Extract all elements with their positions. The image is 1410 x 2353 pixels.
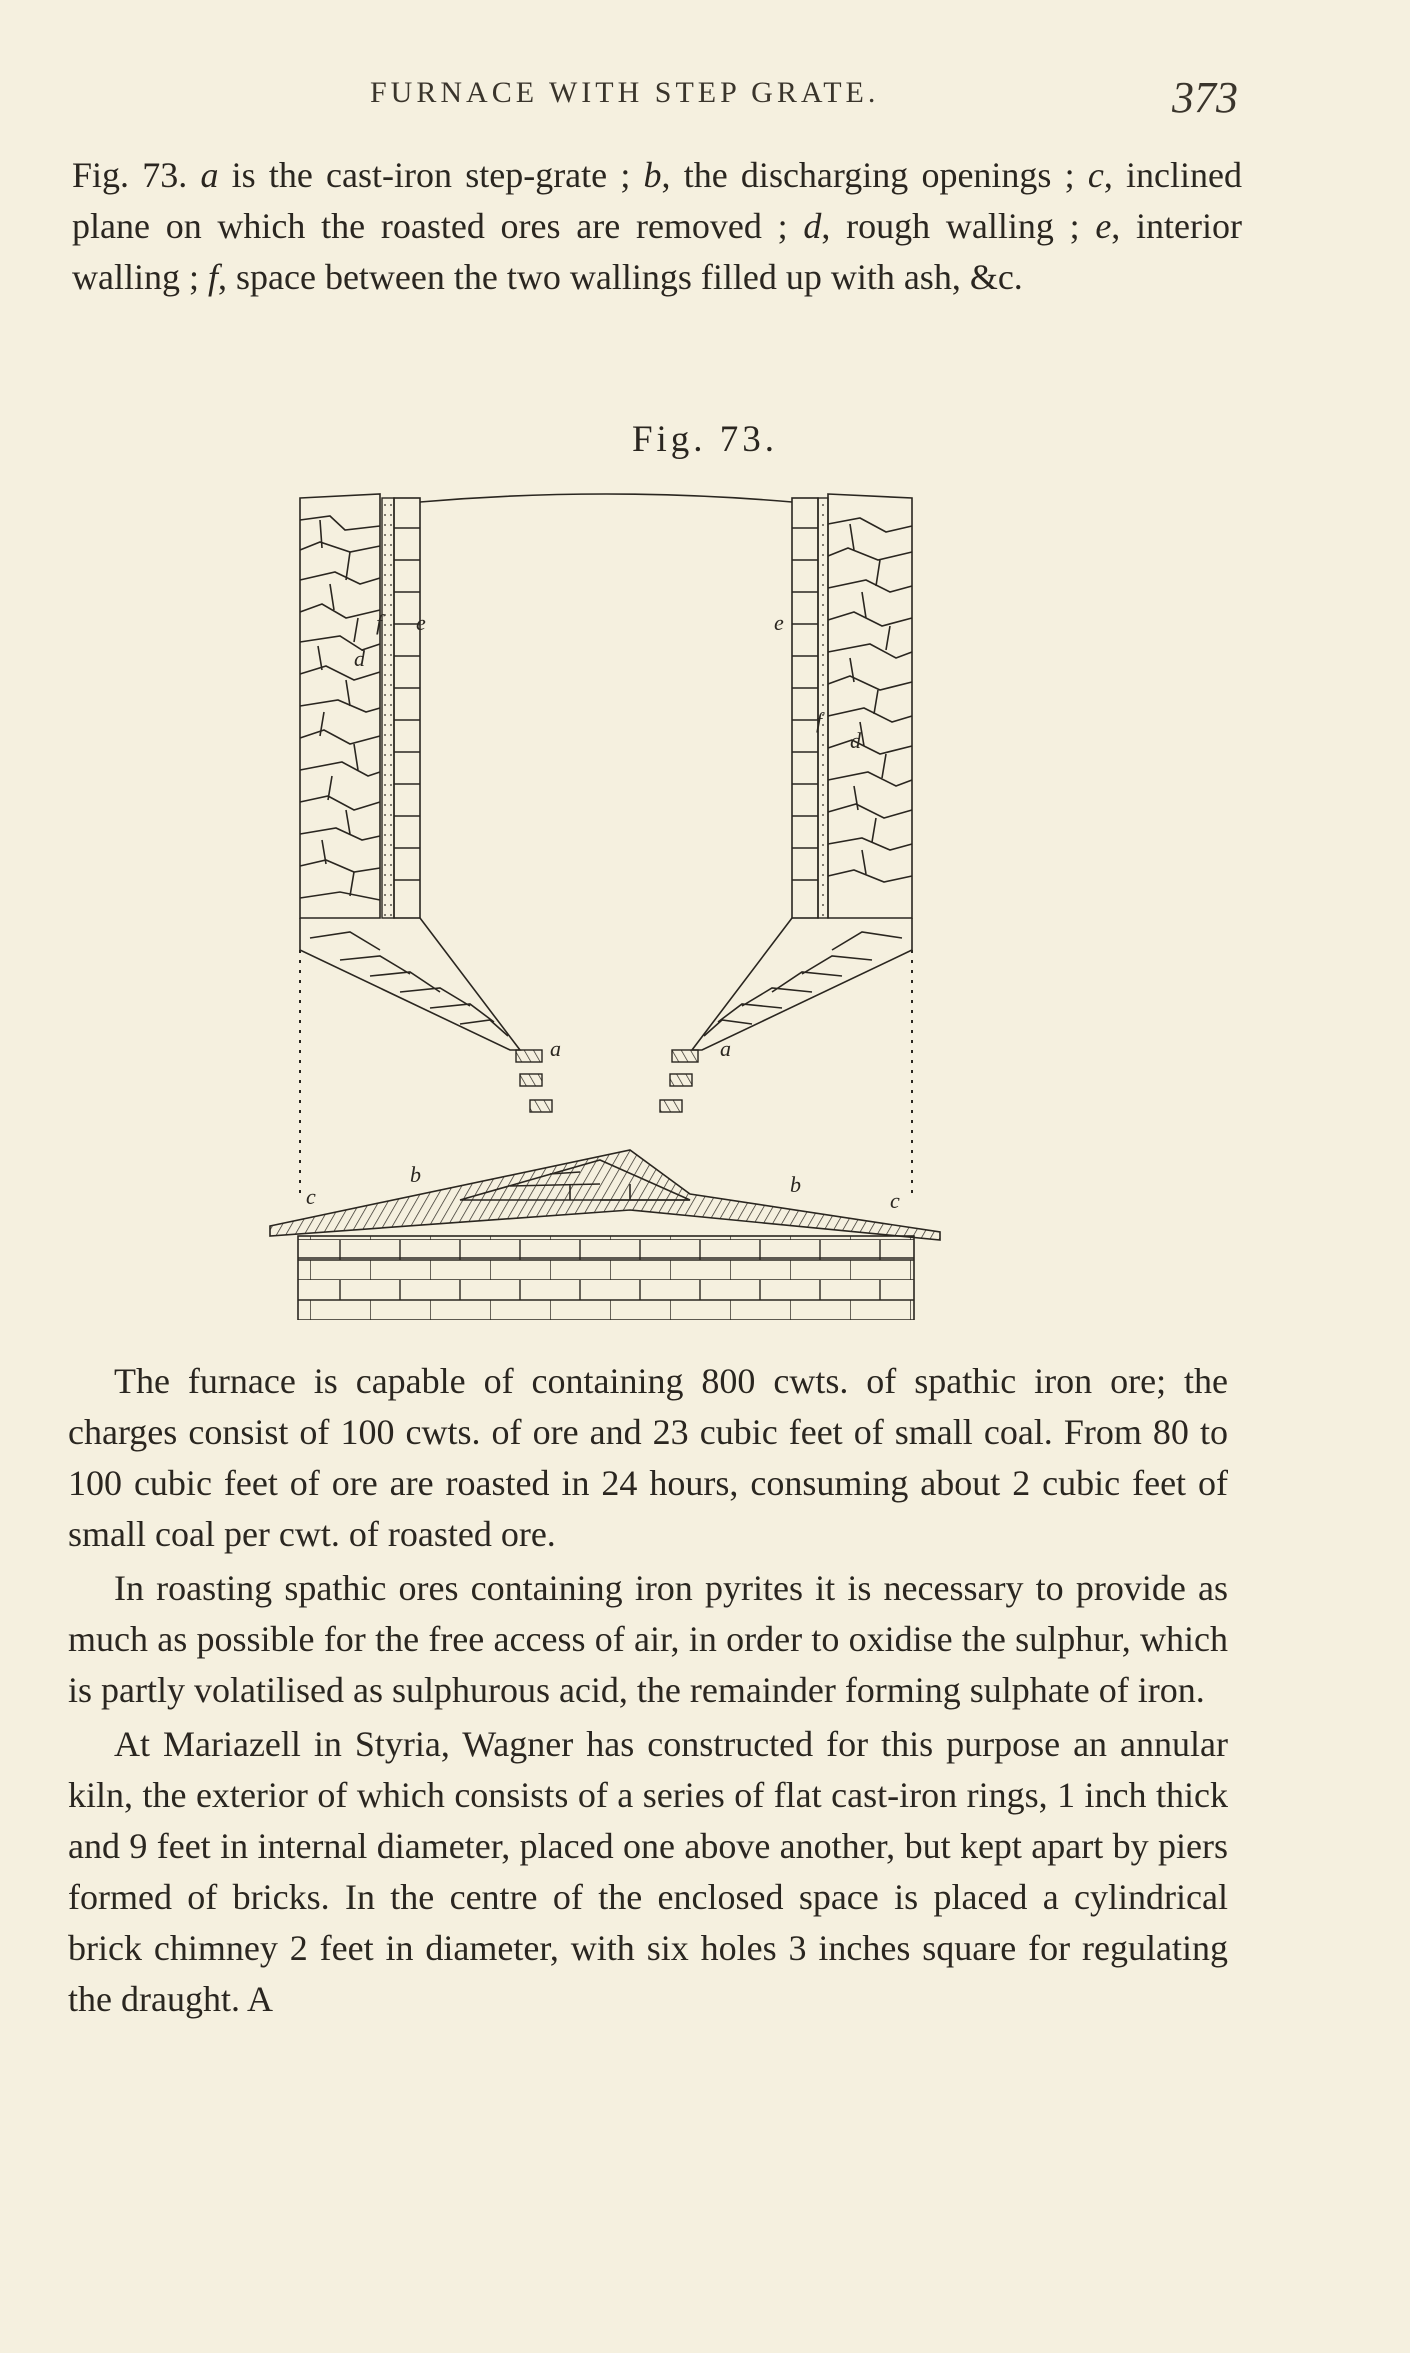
furnace-figure xyxy=(250,480,1060,1320)
caption-intro: Fig. 73. xyxy=(72,155,188,195)
label-f-left: f xyxy=(376,610,383,635)
right-rough-walling xyxy=(828,494,912,918)
running-title: FURNACE WITH STEP GRATE. xyxy=(370,76,880,109)
caption-letter-e: e xyxy=(1095,206,1112,246)
label-e-left: e xyxy=(416,610,426,635)
left-hopper xyxy=(300,918,520,1050)
label-c-right: c xyxy=(890,1188,900,1213)
left-ash-space xyxy=(382,498,394,918)
caption-letter-b: b xyxy=(643,155,662,195)
label-a-right: a xyxy=(720,1036,731,1061)
caption-letter-d: d xyxy=(803,206,822,246)
left-rough-walling xyxy=(300,494,380,918)
furnace-drawing xyxy=(250,480,1060,1320)
label-d-right: d xyxy=(850,728,861,753)
paragraph-3: At Mariazell in Styria, Wagner has constructed for this purpose an annular kiln, the exterior of which consists of a series of flat cast-iron rings, 1 inch thick and 9 feet in internal diameter, placed one above another, but kept apart by piers formed of bricks. In the centre of the enclosed space is placed a cylindrical brick chimney 2 feet in diameter, with six holes 3 inches square for regulating the draught. A xyxy=(68,1724,1228,2019)
label-b-right: b xyxy=(790,1172,801,1197)
page-number: 373 xyxy=(1172,73,1238,122)
caption-text-c: , inclined plane on which the roasted ores are removed ; xyxy=(72,155,1243,246)
caption-text-b: , the discharging openings ; xyxy=(661,155,1088,195)
body-text xyxy=(68,1356,1228,2028)
running-head xyxy=(0,72,1410,132)
caption-text-d: , rough walling ; xyxy=(821,206,1096,246)
figure-caption xyxy=(72,150,1242,303)
step-grate-right xyxy=(660,1050,698,1112)
caption-letter-c: c xyxy=(1087,155,1104,195)
label-d-left: d xyxy=(354,646,365,671)
label-e-right: e xyxy=(774,610,784,635)
left-interior-walling xyxy=(394,498,420,918)
paragraph-2: In roasting spathic ores containing iron pyrites it is necessary to provide as much as possible for the free access of air, in order to oxidise the sulphur, which is partly volatilised as sulphurous acid, the remainder forming sulphate of iron. xyxy=(68,1568,1228,1710)
step-grate-left xyxy=(516,1050,552,1112)
caption-text-f: , space between the two wallings filled up with ash, &c. xyxy=(218,257,1023,297)
paragraph-1: The furnace is capable of containing 800 cwts. of spathic iron ore; the charges consist of 100 cwts. of ore and 23 cubic feet of small coal. From 80 to 100 cubic feet of ore are roasted in 24 hours, consuming about 2 cubic feet of small coal per cwt. of roasted ore. xyxy=(68,1361,1228,1554)
caption-letter-a: a xyxy=(200,155,219,195)
right-hopper xyxy=(692,918,912,1050)
label-b-left: b xyxy=(410,1162,421,1187)
caption-letter-f: f xyxy=(207,257,218,297)
figure-label: Fig. 73. xyxy=(631,419,779,460)
label-a-left: a xyxy=(550,1036,561,1061)
right-interior-walling xyxy=(792,498,818,918)
inclined-discharge-plane xyxy=(270,1150,940,1240)
label-f-right: f xyxy=(816,708,823,733)
caption-text-e: , interior walling ; xyxy=(72,206,1242,297)
furnace-top-edge xyxy=(420,494,792,502)
caption-text-a: is the cast-iron step-grate ; xyxy=(218,155,644,195)
label-c-left: c xyxy=(306,1184,316,1209)
